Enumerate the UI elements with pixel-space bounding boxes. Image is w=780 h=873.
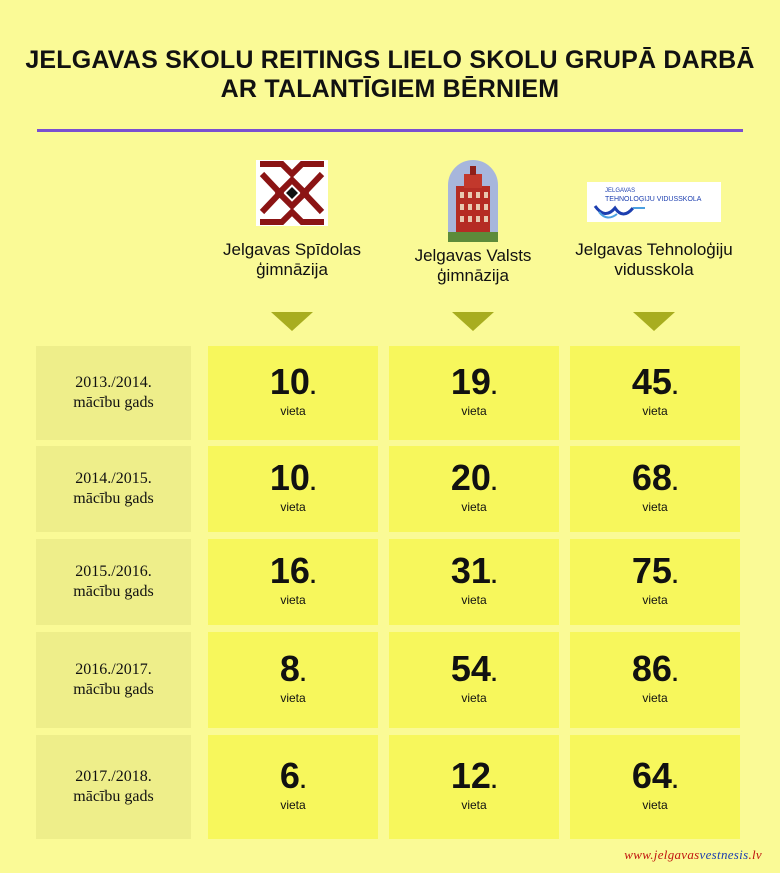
rank-unit: vieta (461, 500, 487, 514)
rank-value: 31 (450, 550, 491, 591)
year-label: 2017./2018. mācību gads (36, 735, 191, 839)
rank-unit: vieta (461, 404, 487, 418)
title-divider (37, 129, 743, 132)
rank-unit: vieta (280, 500, 306, 514)
rank-unit: vieta (280, 691, 306, 705)
rank-cell: 8. vieta (208, 632, 378, 728)
rank-cell: 68. vieta (570, 446, 740, 532)
spidola-logo-icon (256, 160, 328, 226)
rank-unit: vieta (642, 798, 668, 812)
school-header-tehnologiju (559, 160, 749, 280)
rank-unit: vieta (461, 593, 487, 607)
title-line-1: JELGAVAS SKOLU REITINGS LIELO SKOLU GRUPĀ DARBĀ (25, 46, 755, 74)
rank-value: 54 (450, 648, 491, 689)
rank-unit: vieta (642, 404, 668, 418)
year-label: 2016./2017. mācību gads (36, 632, 191, 728)
rank-value: 19 (450, 361, 491, 402)
logo-text-line-2: TEHNOLOĢIJU VIDUSSKOLA (605, 196, 702, 203)
rank-cell: 75. vieta (570, 539, 740, 625)
rank-unit: vieta (461, 798, 487, 812)
rank-unit: vieta (642, 500, 668, 514)
rank-unit: vieta (461, 691, 487, 705)
rank-cell: 10. vieta (208, 446, 378, 532)
rank-value: 64 (631, 755, 672, 796)
source-link[interactable]: www.jelgavasvestnesis.lv (624, 847, 762, 862)
rank-cell: 20. vieta (389, 446, 559, 532)
school-name: Jelgavas Tehnoloģiju vidusskola (575, 240, 733, 279)
arrow-down-icon (452, 312, 494, 331)
rank-unit: vieta (280, 593, 306, 607)
school-name: Jelgavas Spīdolas ģimnāzija (223, 240, 361, 279)
rank-value: 86 (631, 648, 672, 689)
valsts-building-logo-icon (448, 160, 498, 242)
rank-cell: 16. vieta (208, 539, 378, 625)
rank-unit: vieta (280, 798, 306, 812)
rank-unit: vieta (280, 404, 306, 418)
rank-value: 12 (450, 755, 491, 796)
title-line-2: AR TALANTĪGIEM BĒRNIEM (220, 75, 560, 103)
rank-value: 75 (631, 550, 672, 591)
rank-unit: vieta (642, 593, 668, 607)
rank-value: 20 (450, 457, 491, 498)
rank-cell: 45. vieta (570, 346, 740, 440)
rank-unit: vieta (642, 691, 668, 705)
tehnologiju-logo-icon (587, 160, 721, 226)
page-title (0, 46, 780, 104)
rank-cell: 31. vieta (389, 539, 559, 625)
rank-value: 10 (269, 361, 310, 402)
rank-value: 8 (279, 648, 300, 689)
school-name: Jelgavas Valsts ģimnāzija (414, 246, 532, 285)
rank-cell: 19. vieta (389, 346, 559, 440)
year-label: 2014./2015. mācību gads (36, 446, 191, 532)
rank-cell: 86. vieta (570, 632, 740, 728)
rank-cell: 12. vieta (389, 735, 559, 839)
arrow-down-icon (633, 312, 675, 331)
rank-value: 10 (269, 457, 310, 498)
year-label: 2013./2014. mācību gads (36, 346, 191, 440)
rank-value: 16 (269, 550, 310, 591)
rank-cell: 64. vieta (570, 735, 740, 839)
rank-value: 68 (631, 457, 672, 498)
logo-text-line-1: JELGAVAS (605, 188, 636, 194)
rank-cell: 54. vieta (389, 632, 559, 728)
year-label: 2015./2016. mācību gads (36, 539, 191, 625)
arrow-down-icon (271, 312, 313, 331)
rank-cell: 10. vieta (208, 346, 378, 440)
school-header-spidolas (197, 160, 387, 280)
rank-value: 45 (631, 361, 672, 402)
school-header-valsts (378, 160, 568, 286)
rank-value: 6 (279, 755, 300, 796)
rank-cell: 6. vieta (208, 735, 378, 839)
